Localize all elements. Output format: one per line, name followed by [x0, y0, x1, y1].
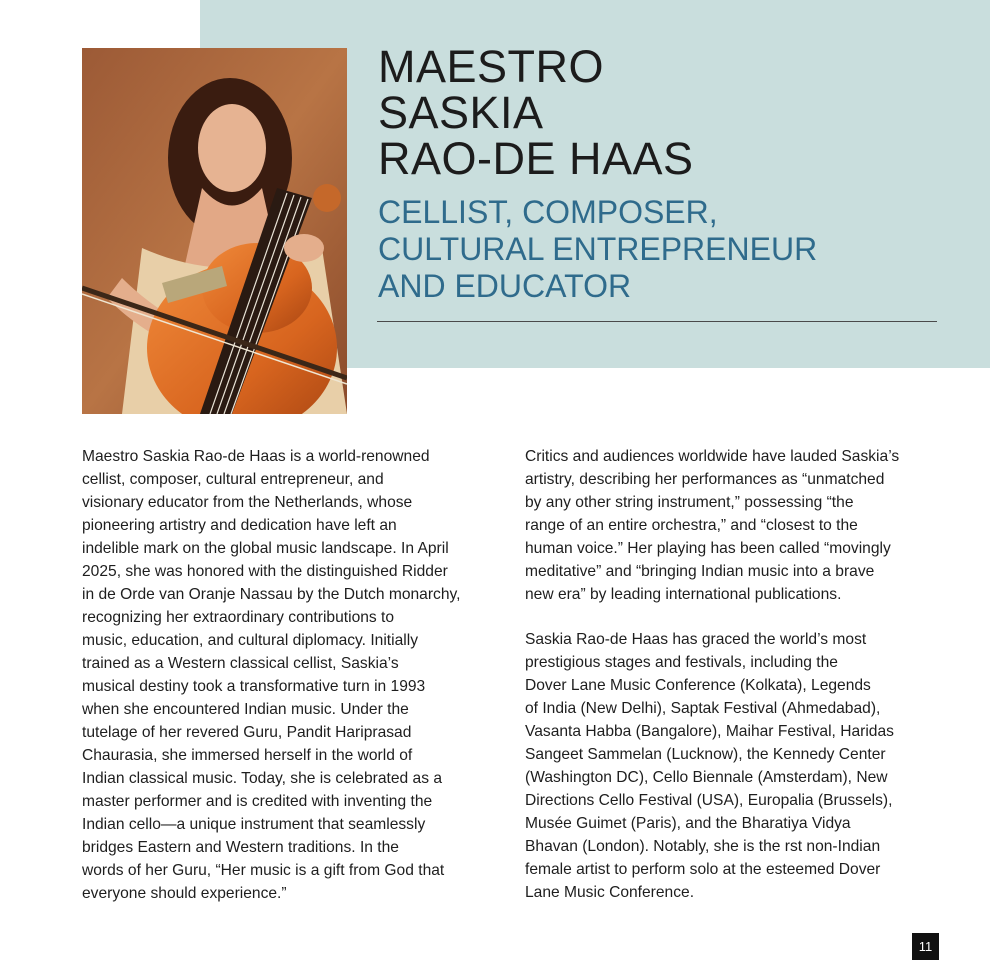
text-line: music, education, and cultural diplomacy. Initially	[82, 632, 419, 649]
text-line: Dover Lane Music Conference (Kolkata), Legends	[525, 677, 871, 694]
text-line: Indian cello—a unique instrument that seamlessly	[82, 816, 426, 833]
artist-roles-subtitle	[378, 194, 817, 305]
text-line: Maestro Saskia Rao-de Haas is a world-renowned	[82, 448, 430, 465]
text-line: musical destiny took a transformative turn in 1993	[82, 678, 426, 695]
text-line: Critics and audiences worldwide have lauded Saskia’s	[525, 448, 900, 465]
name-line: SASKIA	[378, 87, 544, 138]
text-line: human voice.” Her playing has been called “movingly	[525, 540, 891, 557]
header-divider	[377, 321, 937, 322]
text-line: cellist, composer, cultural entrepreneur, and	[82, 471, 384, 488]
subtitle-line: AND EDUCATOR	[378, 268, 632, 304]
subtitle-line: CULTURAL ENTREPRENEUR	[378, 231, 818, 267]
portrait-cellist-photo-icon	[82, 48, 347, 414]
text-line: meditative” and “bringing Indian music into a brave	[525, 563, 875, 580]
text-line: Directions Cello Festival (USA), Europalia (Brussels),	[525, 792, 893, 809]
text-line: in de Orde van Oranje Nassau by the Dutch monarchy,	[82, 586, 461, 603]
name-line: MAESTRO	[378, 41, 605, 92]
text-line: when she encountered Indian music. Under the	[82, 701, 409, 718]
name-line: RAO-DE HAAS	[378, 133, 694, 184]
text-line: of India (New Delhi), Saptak Festival (Ahmedabad),	[525, 700, 881, 717]
artist-name-title	[378, 41, 694, 184]
text-line: (Washington DC), Cello Biennale (Amsterdam), New	[525, 769, 888, 786]
text-line: 2025, she was honored with the distinguished Ridder	[82, 563, 448, 580]
text-line: by any other string instrument,” possessing “the	[525, 494, 854, 511]
text-line: visionary educator from the Netherlands, whose	[82, 494, 413, 511]
bio-left-column	[82, 445, 502, 905]
text-line: words of her Guru, “Her music is a gift from God that	[82, 862, 445, 879]
text-line: everyone should experience.”	[82, 885, 287, 902]
page-number: 11	[912, 933, 939, 960]
text-line: Bhavan (London). Notably, she is the rst non-Indian	[525, 838, 881, 855]
text-line: prestigious stages and festivals, including the	[525, 654, 838, 671]
text-line: trained as a Western classical cellist, Saskia’s	[82, 655, 399, 672]
bio-right-column	[525, 445, 945, 904]
text-line: Chaurasia, she immersed herself in the world of	[82, 747, 413, 764]
subtitle-line: CELLIST, COMPOSER,	[378, 194, 718, 230]
text-line: artistry, describing her performances as “unmatched	[525, 471, 885, 488]
text-line: Lane Music Conference.	[525, 884, 695, 901]
text-line: pioneering artistry and dedication have left an	[82, 517, 397, 534]
text-line: Saskia Rao-de Haas has graced the world’s most	[525, 631, 867, 648]
text-line: recognizing her extraordinary contributions to	[82, 609, 395, 626]
text-line: Musée Guimet (Paris), and the Bharatiya Vidya	[525, 815, 851, 832]
text-line: female artist to perform solo at the esteemed Dover	[525, 861, 881, 878]
text-line: range of an entire orchestra,” and “closest to the	[525, 517, 858, 534]
portrait-photo	[82, 48, 347, 414]
text-line: new era” by leading international publications.	[525, 586, 842, 603]
text-line: Sangeet Sammelan (Lucknow), the Kennedy Center	[525, 746, 886, 763]
text-line: bridges Eastern and Western traditions. In the	[82, 839, 399, 856]
text-line: indelible mark on the global music landscape. In April	[82, 540, 449, 557]
text-line: Vasanta Habba (Bangalore), Maihar Festival, Haridas	[525, 723, 894, 740]
paragraph-gap	[525, 606, 945, 628]
text-line: Indian classical music. Today, she is celebrated as a	[82, 770, 442, 787]
text-line: master performer and is credited with inventing the	[82, 793, 433, 810]
text-line: tutelage of her revered Guru, Pandit Hariprasad	[82, 724, 412, 741]
